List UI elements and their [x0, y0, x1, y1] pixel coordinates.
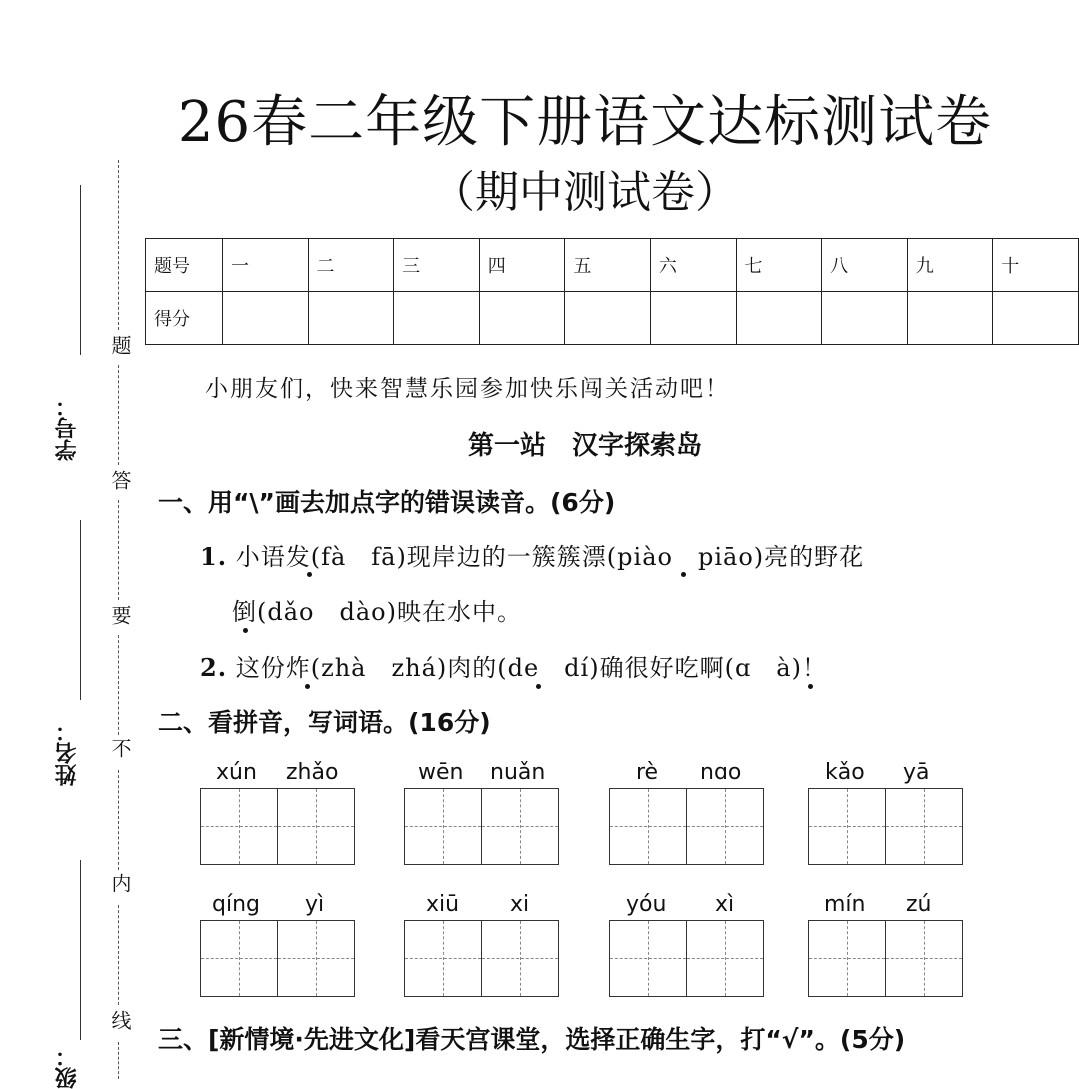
question-text: 小语发(fà fā)现岸边的一簇簇漂(piào piāo)亮的野花 [235, 543, 865, 571]
column-label: 八 [822, 239, 908, 292]
score-cell[interactable] [736, 292, 822, 345]
emphasis-dot [681, 572, 686, 577]
column-label: 五 [565, 239, 651, 292]
pinyin-syllable: xi [510, 892, 530, 917]
score-cell[interactable] [308, 292, 394, 345]
pinyin-syllable: wēn [418, 760, 464, 785]
binding-dashed-line [118, 905, 119, 1005]
student-id-label: 学号： [55, 395, 80, 461]
binding-char: 要 [108, 605, 132, 625]
column-label: 六 [650, 239, 736, 292]
column-label: 一 [222, 239, 308, 292]
question-1-line-1 [200, 537, 864, 572]
column-label: 九 [907, 239, 993, 292]
writing-grid[interactable] [200, 920, 355, 997]
writing-cell[interactable] [809, 789, 885, 864]
pinyin-syllable: nɑo [700, 760, 742, 785]
section-3-heading: 三、[新情境·先进文化]看天宫课堂，选择正确生字，打“√”。(5分) [158, 1025, 906, 1054]
station-title: 第一站 汉字探索岛 [467, 431, 702, 461]
pinyin-syllable: yì [305, 892, 325, 917]
writing-cell[interactable] [277, 789, 354, 864]
emphasis-dot [307, 572, 312, 577]
score-cell[interactable] [479, 292, 565, 345]
binding-dashed-line [118, 1042, 119, 1079]
exam-subtitle: （期中测试卷） [431, 167, 739, 218]
emphasis-dot [536, 684, 541, 689]
class-label: 级： [55, 1045, 80, 1089]
score-row [146, 292, 1079, 345]
score-cell[interactable] [394, 292, 480, 345]
section-1-heading: 一、用“\”画去加点字的错误读音。(6分) [158, 488, 616, 517]
column-label: 三 [394, 239, 480, 292]
column-label: 二 [308, 239, 394, 292]
writing-cell[interactable] [686, 921, 763, 996]
writing-grid[interactable] [200, 788, 355, 865]
pinyin-syllable: nuǎn [490, 760, 546, 785]
score-cell[interactable] [907, 292, 993, 345]
writing-grid[interactable] [808, 788, 963, 865]
student-id-line[interactable] [80, 185, 81, 355]
pinyin-syllable: qíng [212, 892, 260, 917]
writing-cell[interactable] [686, 789, 763, 864]
emphasis-dot [243, 628, 248, 633]
pinyin-syllable: yā [903, 760, 930, 785]
pinyin-syllable: rè [636, 760, 659, 785]
emphasis-dot [808, 684, 813, 689]
exam-title: 26春二年级下册语文达标测试卷 [177, 90, 993, 155]
question-1-line-2: 倒(dǎo dào)映在水中。 [232, 598, 522, 626]
writing-grid[interactable] [808, 920, 963, 997]
writing-cell[interactable] [201, 789, 277, 864]
row-label: 题号 [146, 239, 223, 292]
binding-char: 线 [108, 1010, 132, 1030]
pinyin-syllable: kǎo [825, 760, 865, 785]
binding-char: 内 [108, 873, 132, 893]
score-table [145, 238, 1079, 345]
pinyin-syllable: mín [824, 892, 866, 917]
writing-cell[interactable] [610, 921, 686, 996]
score-cell[interactable] [650, 292, 736, 345]
binding-char: 答 [108, 470, 132, 490]
question-number: 2. [200, 653, 228, 682]
score-cell[interactable] [565, 292, 651, 345]
column-label: 七 [736, 239, 822, 292]
score-cell[interactable] [222, 292, 308, 345]
writing-cell[interactable] [481, 789, 558, 864]
intro-text: 小朋友们，快来智慧乐园参加快乐闯关活动吧！ [205, 376, 730, 402]
binding-char: 题 [108, 335, 132, 355]
writing-cell[interactable] [481, 921, 558, 996]
writing-grid[interactable] [404, 788, 559, 865]
row-label: 得分 [146, 292, 223, 345]
name-line[interactable] [80, 520, 81, 700]
question-number: 1. [200, 542, 228, 571]
writing-cell[interactable] [405, 921, 481, 996]
binding-char: 不 [108, 738, 132, 758]
pinyin-syllable: zhǎo [286, 760, 339, 785]
pinyin-syllable: xiū [426, 892, 460, 917]
pinyin-syllable: zú [906, 892, 932, 917]
question-2 [200, 648, 827, 683]
writing-grid[interactable] [609, 920, 764, 997]
writing-cell[interactable] [885, 921, 962, 996]
column-label: 十 [993, 239, 1079, 292]
score-cell[interactable] [822, 292, 908, 345]
binding-dashed-line [118, 635, 119, 735]
binding-dashed-line [118, 160, 119, 330]
name-label: 姓名： [55, 720, 80, 786]
writing-grid[interactable] [609, 788, 764, 865]
score-cell[interactable] [993, 292, 1079, 345]
class-line[interactable] [80, 860, 81, 1040]
emphasis-dot [305, 684, 310, 689]
question-text: 这份炸(zhà zhá)肉的(de dí)确很好吃啊(ɑ à)！ [235, 654, 827, 682]
column-label: 四 [479, 239, 565, 292]
pinyin-syllable: xì [715, 892, 735, 917]
section-2-heading: 二、看拼音，写词语。(16分) [158, 708, 491, 737]
writing-cell[interactable] [610, 789, 686, 864]
writing-cell[interactable] [405, 789, 481, 864]
binding-dashed-line [118, 500, 119, 600]
pinyin-syllable: xún [216, 760, 257, 785]
question-number-row [146, 239, 1079, 292]
writing-cell[interactable] [201, 921, 277, 996]
binding-dashed-line [118, 770, 119, 870]
writing-grid[interactable] [404, 920, 559, 997]
writing-cell[interactable] [809, 921, 885, 996]
writing-cell[interactable] [885, 789, 962, 864]
writing-cell[interactable] [277, 921, 354, 996]
pinyin-syllable: yóu [626, 892, 667, 917]
